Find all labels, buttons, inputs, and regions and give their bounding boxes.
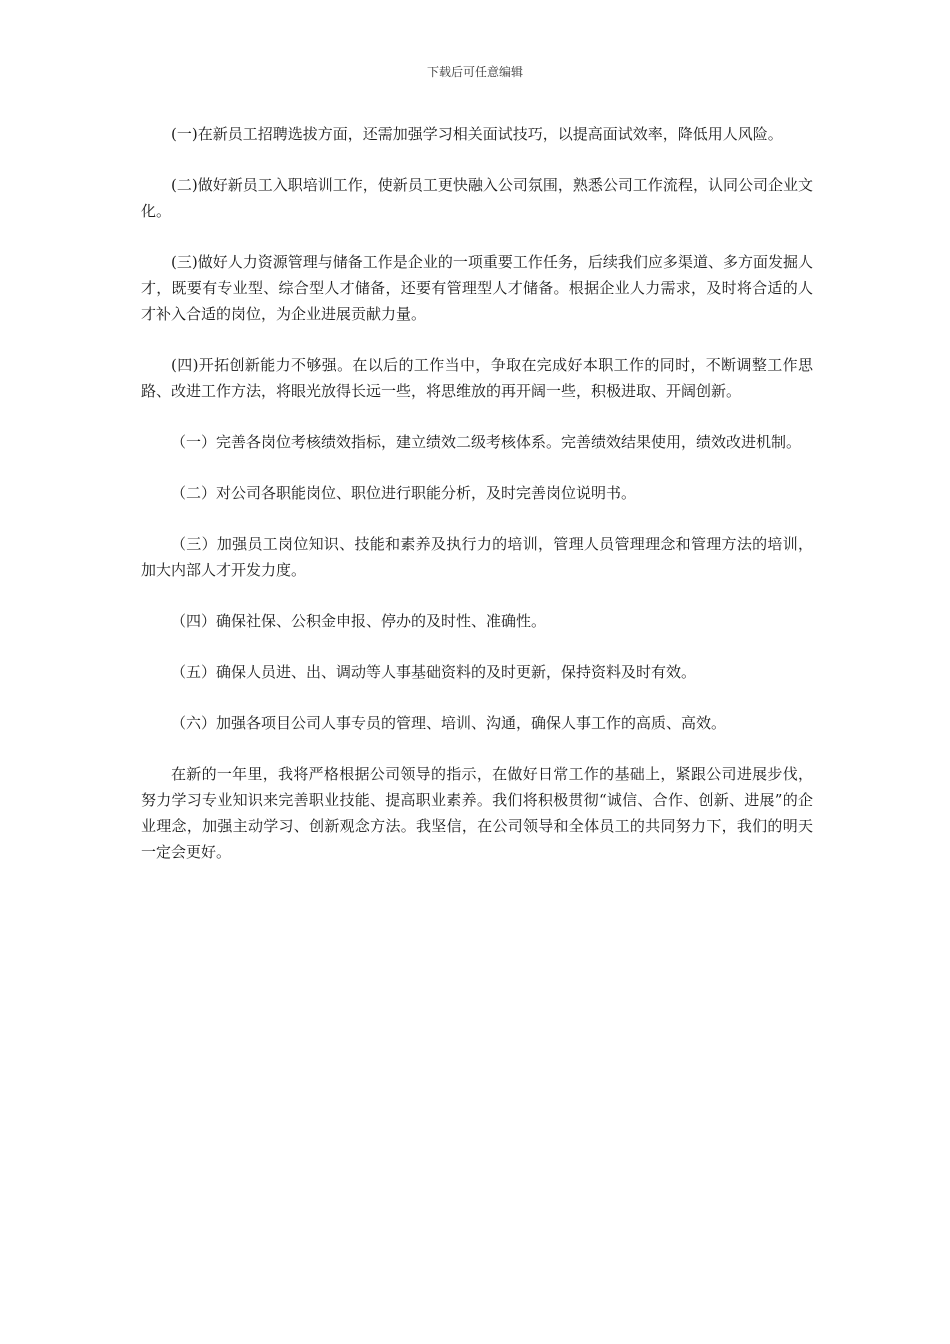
paragraph-6: （二）对公司各职能岗位、职位进行职能分析，及时完善岗位说明书。 <box>171 484 637 502</box>
paragraph-8: （四）确保社保、公积金申报、停办的及时性、准确性。 <box>171 612 547 630</box>
paragraph-7: （三）加强员工岗位知识、技能和素养及执行力的培训，管理人员管理理念和管理方法的培训，加大内部人才开发力度。 <box>141 535 813 579</box>
document-body <box>141 121 813 890</box>
paragraph-1: (一)在新员工招聘选拔方面，还需加强学习相关面试技巧，以提高面试效率，降低用人风险。 <box>171 125 783 143</box>
paragraph-10: （六）加强各项目公司人事专员的管理、培训、沟通，确保人事工作的高质、高效。 <box>171 714 727 732</box>
paragraph-4: (四)开拓创新能力不够强。在以后的工作当中，争取在完成好本职工作的同时，不断调整工作思路、改进工作方法，将眼光放得长远一些，将思维放的再开阔一些，积极进取、开阔创新。 <box>141 356 813 400</box>
paragraph-9: （五）确保人员进、出、调动等人事基础资料的及时更新，保持资料及时有效。 <box>171 663 697 681</box>
header-note: 下载后可任意编辑 <box>426 65 523 79</box>
paragraph-11: 在新的一年里，我将严格根据公司领导的指示，在做好日常工作的基础上，紧跟公司进展步伐，努力学习专业知识来完善职业技能、提高职业素养。我们将积极贯彻“诚信、合作、创新、进展”的企业理念，加强主动学习、创新观念方法。我坚信，在公司领导和全体员工的共同努力下，我们的明天一定会更好。 <box>141 765 813 861</box>
paragraph-3: (三)做好人力资源管理与储备工作是企业的一项重要工作任务，后续我们应多渠道、多方面发掘人才，既要有专业型、综合型人才储备，还要有管理型人才储备。根据企业人力需求，及时将合适的人才补入合适的岗位，为企业进展贡献力量。 <box>141 253 813 323</box>
paragraph-5: （一）完善各岗位考核绩效指标，建立绩效二级考核体系。完善绩效结果使用，绩效改进机制。 <box>171 433 802 451</box>
paragraph-2: (二)做好新员工入职培训工作，使新员工更快融入公司氛围，熟悉公司工作流程，认同公司企业文化。 <box>141 176 813 220</box>
